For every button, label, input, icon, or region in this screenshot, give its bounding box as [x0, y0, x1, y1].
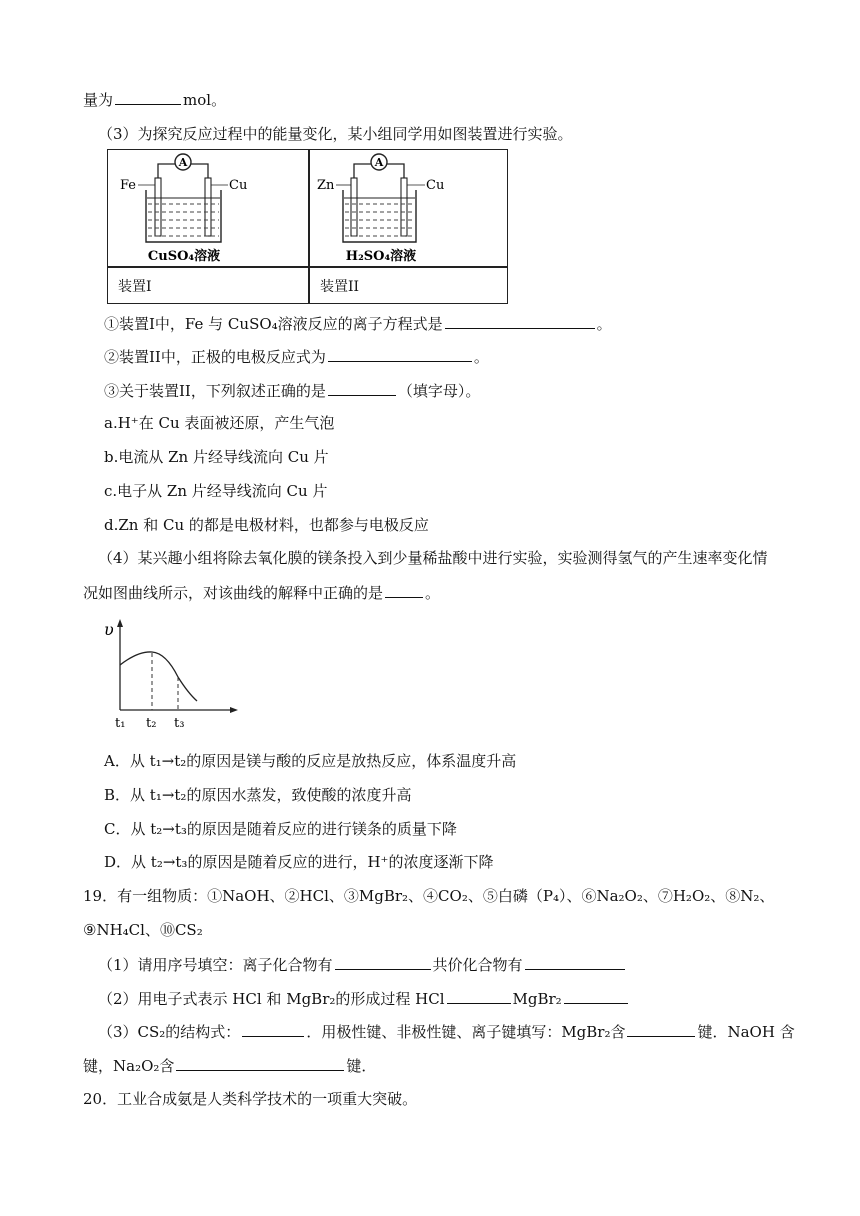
option-B: B．从 t₁→t₂的原因水蒸发，致使酸的浓度升高: [104, 786, 412, 804]
answer-blank[interactable]: [115, 89, 181, 105]
q18-3-s1: ①装置I中，Fe 与 CuSO₄溶液反应的离子方程式是 。: [104, 315, 612, 333]
device2-caption: 装置II: [320, 279, 360, 295]
ammeter-label: A: [374, 156, 384, 169]
option-C: C．从 t₂→t₃的原因是随着反应的进行镁条的质量下降: [104, 820, 457, 838]
apparatus-table: [107, 149, 508, 304]
answer-blank[interactable]: [335, 954, 431, 970]
answer-blank[interactable]: [525, 954, 625, 970]
option-a: a.H⁺在 Cu 表面被还原，产生气泡: [104, 414, 335, 432]
q18-tail-line: 量为 mol。: [83, 91, 227, 109]
q19-line2: ⑨NH₄Cl、⑩CS₂: [83, 921, 203, 939]
answer-blank[interactable]: [242, 1021, 304, 1037]
option-A: A．从 t₁→t₂的原因是镁与酸的反应是放热反应，体系温度升高: [104, 752, 517, 770]
answer-blank[interactable]: [447, 988, 511, 1004]
q18-3-s2: ②装置II中，正极的电极反应式为 。: [104, 348, 489, 366]
answer-blank[interactable]: [328, 380, 396, 396]
device2-diagram: [309, 150, 509, 266]
electrode-left: Zn: [317, 178, 335, 193]
device1-diagram: [108, 150, 308, 266]
device1-caption: 装置I: [118, 279, 152, 295]
q18-3-s3: ③关于装置II，下列叙述正确的是 （填字母）。: [104, 382, 481, 400]
answer-blank[interactable]: [385, 582, 423, 598]
q19-part1: （1）请用序号填空：离子化合物有 共价化合物有: [98, 954, 627, 975]
q18-4-line2: 况如图曲线所示，对该曲线的解释中正确的是 。: [83, 584, 441, 602]
y-axis-label: υ: [104, 620, 114, 639]
electrode-right: Cu: [229, 178, 248, 193]
answer-blank[interactable]: [627, 1021, 695, 1037]
solution-label: CuSO₄溶液: [147, 249, 221, 264]
answer-blank[interactable]: [564, 988, 628, 1004]
q18-3-intro: （3）为探究反应过程中的能量变化，某小组同学用如图装置进行实验。: [98, 125, 573, 143]
option-c: c.电子从 Zn 片经导线流向 Cu 片: [104, 482, 328, 500]
answer-blank[interactable]: [445, 313, 595, 329]
q19-part3-line2: 键，Na₂O₂含 键．: [83, 1057, 377, 1075]
solution-label: H₂SO₄溶液: [345, 249, 417, 264]
q20-title: 20．工业合成氨是人类科学技术的一项重大突破。: [83, 1090, 418, 1108]
q19-part3: （3）CS₂的结构式： ．用极性键、非极性键、离子键填写：MgBr₂含 键．NaOH 含: [98, 1023, 795, 1041]
option-b: b.电流从 Zn 片经导线流向 Cu 片: [104, 448, 329, 466]
q19-part2: （2）用电子式表示 HCl 和 MgBr₂的形成过程 HCl MgBr₂: [98, 988, 630, 1009]
rate-curve-graph: [98, 615, 248, 735]
q19-line1: 19．有一组物质：①NaOH、②HCl、③MgBr₂、④CO₂、⑤白磷（P₄）、⑥Na₂O₂、⑦H₂O₂、⑧N₂、: [83, 887, 775, 905]
electrode-left: Fe: [120, 178, 137, 193]
x-tick-t1: t₁: [115, 716, 126, 731]
x-tick-t3: t₃: [174, 716, 185, 731]
answer-blank[interactable]: [176, 1055, 344, 1071]
answer-blank[interactable]: [328, 346, 472, 362]
option-D: D．从 t₂→t₃的原因是随着反应的进行，H⁺的浓度逐渐下降: [104, 853, 494, 871]
electrode-right: Cu: [426, 178, 445, 193]
q18-4-line1: （4）某兴趣小组将除去氧化膜的镁条投入到少量稀盐酸中进行实验，实验测得氢气的产生速率变化情: [98, 549, 768, 567]
option-d: d.Zn 和 Cu 的都是电极材料，也都参与电极反应: [104, 516, 429, 534]
x-tick-t2: t₂: [146, 716, 157, 731]
ammeter-label: A: [178, 156, 188, 169]
